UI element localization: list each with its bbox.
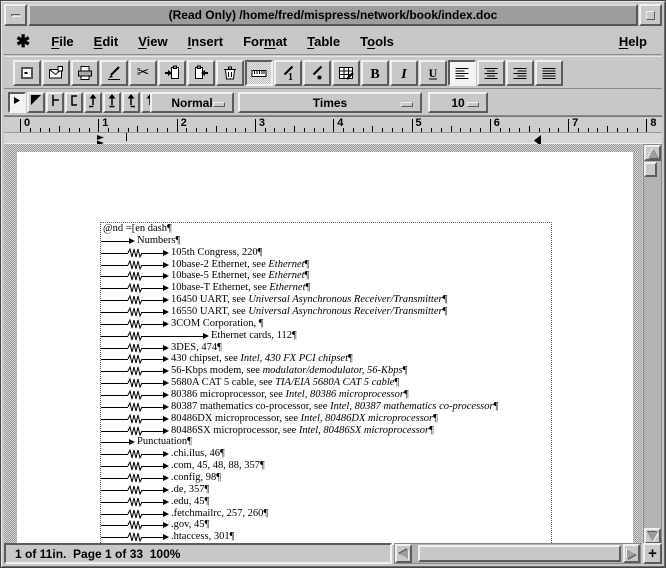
index-entry-row (101, 306, 551, 318)
save-button[interactable] (13, 60, 41, 86)
tab-arrow-icon (163, 475, 169, 481)
vertical-scroll-track[interactable] (644, 161, 661, 528)
tab-leader-line (142, 348, 163, 349)
index-entry-row (101, 448, 551, 460)
tab-leader-line (101, 454, 128, 455)
bold-icon (367, 65, 383, 81)
ruler-number: 6 (493, 117, 500, 129)
tab-leader-line (142, 514, 163, 515)
tab-leader-line (101, 253, 128, 254)
pilcrow-mark: ¶ (175, 234, 181, 246)
ruler[interactable] (4, 116, 662, 144)
tab-leader-line (142, 336, 203, 337)
tab-arrow-icon (163, 250, 169, 256)
svg-text:I: I (401, 66, 407, 82)
pilcrow-mark: ¶ (167, 223, 172, 234)
index-entry-row (101, 413, 551, 425)
tab-leader-line (101, 502, 128, 503)
tab-leader-line (101, 490, 128, 491)
right-arrow-icon (627, 549, 636, 559)
pilcrow-mark: ¶ (204, 519, 210, 531)
pilcrow-mark: ¶ (348, 353, 353, 365)
pilcrow-mark: ¶ (429, 424, 434, 436)
tab-arrow-icon (163, 273, 169, 279)
paste-icon (193, 65, 209, 81)
up-arrow-icon (648, 149, 658, 158)
index-entry-row (101, 353, 551, 365)
align-left-icon (454, 65, 470, 81)
dropdown-handle-icon (213, 102, 225, 107)
tab-center-button[interactable] (103, 92, 121, 113)
ruler-number: 0 (24, 117, 31, 129)
status-text: 1 of 11in. Page 1 of 33 100% (4, 543, 392, 564)
align-center-button[interactable] (477, 60, 505, 86)
cut-button[interactable] (129, 60, 157, 86)
ruler-tick (255, 119, 256, 132)
table-icon (338, 65, 354, 81)
svg-text:1: 1 (288, 71, 293, 83)
index-entry-row (101, 365, 551, 377)
ruler-number: 2 (180, 117, 187, 129)
indent-tab-buttons (8, 92, 160, 113)
pilcrow-mark: ¶ (204, 495, 210, 507)
horizontal-scroll-track[interactable] (412, 544, 623, 563)
ruler-tick (412, 119, 413, 132)
index-entry-text: 10base-T Ethernet, see Ethernet¶ (171, 282, 311, 294)
tab-arrow-icon (163, 404, 169, 410)
tab-leader-line (101, 383, 128, 384)
tab-arrow-icon (163, 534, 169, 540)
bullet-icon (309, 65, 325, 81)
ruler-number: 8 (650, 117, 657, 129)
tab-arrow-icon (203, 333, 209, 339)
tab-leader-line (142, 537, 163, 538)
index-entry-text: .config, 98¶ (171, 472, 221, 484)
spellcheck-icon (106, 65, 122, 81)
index-entry-row (101, 460, 551, 472)
tab-arrow-icon (129, 439, 135, 445)
tab-stop-marker[interactable] (126, 133, 127, 141)
tab-arrow-icon (163, 428, 169, 434)
align-left-button[interactable] (448, 60, 476, 86)
index-entry-row (101, 259, 551, 271)
left-indent-button[interactable] (27, 92, 45, 113)
scroll-up-button[interactable] (644, 145, 661, 161)
vertical-scrollbar[interactable] (643, 144, 662, 545)
index-entry-text: 3DES, 474¶ (171, 341, 222, 353)
index-entry-row (101, 270, 551, 282)
index-entry-text: 56-Kbps modem, see modulator/demodulator, 56-Kbps¶ (171, 365, 408, 377)
tab-leader-line (142, 265, 163, 266)
justify-icon (541, 65, 557, 81)
tab-leader-line (142, 407, 163, 408)
align-right-button[interactable] (506, 60, 534, 86)
index-entry-text: 10base-5 Ethernet, see Ethernet¶ (171, 270, 310, 282)
dropdown-handle-icon (467, 102, 479, 107)
ruler-marker-row (4, 132, 662, 143)
tab-leader-line (142, 478, 163, 479)
ruler-number: 4 (337, 117, 344, 129)
tab-leader-line (101, 348, 128, 349)
index-header-text: @nd =[en dash¶ (103, 223, 172, 234)
spellcheck-button[interactable] (100, 60, 128, 86)
index-entry-row (101, 401, 551, 413)
menu-item-tools[interactable]: Tools (360, 34, 394, 49)
index-entry-text: .com, 45, 48, 88, 357¶ (171, 460, 265, 472)
paragraph-style-dropdown[interactable] (150, 92, 234, 113)
tab-arrow-icon (163, 522, 169, 528)
tab-leader-line (142, 300, 163, 301)
index-entry-row (101, 508, 551, 520)
first-line-indent-button[interactable] (8, 92, 26, 113)
index-entry-text: .fetchmailrc, 257, 260¶ (171, 507, 269, 519)
tab-marker-icon (49, 93, 61, 113)
tab-arrow-icon (129, 238, 135, 244)
pilcrow-mark: ¶ (216, 472, 221, 484)
tab-arrow-icon (163, 416, 169, 422)
paragraph-style-value: Normal (171, 95, 213, 110)
maximize-button[interactable] (639, 4, 662, 26)
ruler-tick (568, 119, 569, 132)
tab-leader-line (101, 300, 128, 301)
paste-button[interactable] (187, 60, 215, 86)
format-toolbar (4, 90, 662, 116)
tab-arrow-icon (163, 368, 169, 374)
svg-text:U: U (428, 65, 438, 80)
tab-leader-line (142, 276, 163, 277)
pilcrow-mark: ¶ (258, 317, 264, 329)
index-entry-row (101, 519, 551, 531)
pilcrow-mark: ¶ (305, 282, 311, 294)
pilcrow-mark: ¶ (259, 460, 265, 472)
ruler-tick (98, 119, 99, 132)
tab-leader-line (142, 324, 163, 325)
index-entry-text: Numbers¶ (137, 234, 181, 246)
ruler-number: 5 (415, 117, 422, 129)
underline-button[interactable] (419, 60, 447, 86)
tab-leader-line (142, 525, 163, 526)
index-entry-text: 80486SX microprocessor, see Intel, 80486SX microprocessor¶ (171, 424, 434, 436)
copy-icon (164, 65, 180, 81)
pilcrow-mark: ¶ (229, 531, 235, 543)
ruler-number: 1 (102, 117, 109, 129)
tab-arrow-icon (163, 345, 169, 351)
left-indent-icon (30, 93, 42, 113)
tab-center-icon (106, 93, 118, 113)
window-title: (Read Only) /home/fred/mispress/network/book/index.doc (28, 4, 638, 26)
tab-leader-line (142, 431, 163, 432)
vertical-scroll-thumb[interactable] (644, 162, 657, 177)
page-edge (4, 144, 642, 152)
horizontal-scrollbar[interactable] (394, 543, 641, 564)
tab-leader-line (101, 359, 128, 360)
tab-leader-line (142, 359, 163, 360)
ruler-number: 3 (258, 117, 266, 129)
index-entry-text: .htaccess, 301¶ (171, 531, 235, 543)
index-entry-text: .chi.ilus, 46¶ (171, 448, 225, 460)
index-entry-row (101, 472, 551, 484)
tab-leader-line (142, 395, 163, 396)
scroll-down-button[interactable] (644, 528, 661, 544)
pilcrow-mark: ¶ (394, 377, 400, 389)
menu-item-view[interactable]: View (138, 34, 168, 49)
down-arrow-icon (648, 532, 658, 541)
tab-arrow-icon (163, 451, 169, 457)
tab-arrow-icon (163, 297, 169, 303)
index-entry-row (101, 342, 551, 354)
document-area (4, 144, 662, 545)
svg-text:B: B (370, 66, 380, 82)
window-menu-button[interactable] (4, 4, 27, 26)
index-entry-row (101, 425, 551, 437)
pilcrow-mark: ¶ (257, 246, 263, 258)
tab-left-icon (87, 93, 99, 113)
tab-leader-line (142, 253, 163, 254)
tab-leader-line (101, 407, 128, 408)
column-marker-button[interactable] (65, 92, 83, 113)
print-button[interactable] (71, 60, 99, 86)
tab-leader-line (101, 419, 128, 420)
tab-right-icon (125, 93, 137, 113)
first-line-indent-icon (11, 93, 23, 113)
menu-item-table[interactable]: Table (307, 34, 341, 49)
index-entry-row (101, 235, 551, 247)
pilcrow-mark: ¶ (204, 483, 210, 495)
ruler-tick (20, 119, 21, 132)
index-entry-text: 3COM Corporation, ¶ (171, 317, 264, 329)
status-bar (4, 543, 662, 564)
ruler-tick (177, 119, 178, 132)
pilcrow-mark: ¶ (291, 329, 297, 341)
menu-bar (4, 28, 662, 55)
tab-leader-line (142, 371, 163, 372)
menu-item-help[interactable]: Help (618, 34, 647, 49)
font-value: Times (312, 95, 348, 110)
tab-leader-line (101, 265, 128, 266)
app-logo-icon: ✱ (16, 32, 31, 51)
bullet-button[interactable] (303, 60, 331, 86)
maximize-icon (646, 11, 655, 20)
tab-leader-line (142, 312, 163, 313)
index-entry-row (101, 247, 551, 259)
pilcrow-mark: ¶ (402, 365, 408, 377)
scroll-right-button[interactable] (623, 544, 640, 563)
pilcrow-mark: ¶ (187, 436, 192, 448)
dropdown-handle-icon (401, 102, 413, 107)
index-entry-text: 430 chipset, see Intel, 430 FX PCI chipset¶ (171, 353, 353, 365)
tab-arrow-icon (163, 392, 169, 398)
index-header-row (101, 223, 551, 235)
tab-arrow-icon (163, 499, 169, 505)
pilcrow-mark: ¶ (220, 448, 225, 460)
page-edge (633, 152, 642, 545)
footnote-icon (280, 65, 296, 81)
tab-leader-line (101, 478, 128, 479)
ruler-tick (490, 119, 491, 132)
ruler-scale (4, 117, 662, 132)
tab-arrow-icon (163, 356, 169, 362)
ruler-number: 7 (572, 117, 579, 129)
ruler-toggle-icon (251, 65, 267, 81)
bold-button[interactable] (361, 60, 389, 86)
index-text-block (100, 222, 552, 547)
tab-leader-line (142, 490, 163, 491)
tab-arrow-icon (163, 463, 169, 469)
tab-arrow-icon (163, 487, 169, 493)
cut-icon (137, 64, 150, 82)
title-bar (4, 4, 662, 26)
index-entry-text: .de, 357¶ (171, 483, 210, 495)
index-entry-text: 16550 UART, see Universal Asynchronous Receiver/Transmitter¶ (171, 306, 448, 318)
index-entry-text: Ethernet cards, 112¶ (211, 329, 297, 341)
index-entry-text: 5680A CAT 5 cable, see TIA/EIA 5680A CAT 5 cable¶ (171, 377, 400, 389)
left-arrow-icon (399, 549, 408, 559)
pilcrow-mark: ¶ (442, 306, 448, 318)
tab-leader-line (101, 525, 128, 526)
copy-button[interactable] (158, 60, 186, 86)
column-marker-icon (68, 93, 80, 113)
menu-item-edit[interactable]: Edit (93, 34, 119, 49)
tab-leader-line (101, 288, 128, 289)
tab-leader-line (142, 466, 163, 467)
index-entry-text: Punctuation¶ (137, 436, 192, 448)
index-entry-row (101, 318, 551, 330)
tab-leader-line (142, 383, 163, 384)
tab-left-button[interactable] (84, 92, 102, 113)
tab-leader-line (142, 502, 163, 503)
tab-leader-line (101, 442, 129, 443)
tab-leader-line (101, 324, 128, 325)
pilcrow-mark: ¶ (304, 258, 310, 270)
index-entry-text: 10base-2 Ethernet, see Ethernet¶ (171, 258, 310, 270)
tab-marker-button[interactable] (46, 92, 64, 113)
font-size-value: 10 (451, 95, 465, 110)
font-size-dropdown[interactable] (428, 92, 488, 113)
index-entry-text: 105th Congress, 220¶ (171, 246, 263, 258)
index-entry-text: 80486DX microprocessor, see Intel, 80486DX microprocessor¶ (171, 412, 438, 424)
horizontal-scroll-thumb[interactable] (418, 545, 621, 562)
tab-leader-line (101, 537, 128, 538)
pilcrow-mark: ¶ (304, 270, 310, 282)
save-icon (19, 65, 35, 81)
table-button[interactable] (332, 60, 360, 86)
ruler-tick (646, 119, 647, 132)
index-entry-row (101, 294, 551, 306)
open-button[interactable] (42, 60, 70, 86)
pilcrow-mark: ¶ (217, 341, 222, 353)
tab-leader-line (101, 431, 128, 432)
index-entry-text: 80386 microprocessor, see Intel, 80386 microprocessor¶ (171, 389, 409, 401)
menu-items (44, 32, 407, 51)
pilcrow-mark: ¶ (442, 294, 448, 306)
pilcrow-mark: ¶ (493, 400, 499, 412)
ruler-toggle-button[interactable] (245, 60, 273, 86)
tab-arrow-icon (163, 321, 169, 327)
align-center-icon (483, 65, 499, 81)
index-entry-row (101, 389, 551, 401)
index-entry-text: 80387 mathematics co-processor, see Intel, 80387 mathematics co-processor¶ (171, 400, 499, 412)
tab-leader-line (101, 276, 128, 277)
index-entry-row (101, 496, 551, 508)
underline-icon (425, 65, 441, 81)
index-entry-row (101, 531, 551, 543)
tab-leader-line (101, 241, 129, 242)
tab-arrow-icon (163, 309, 169, 315)
italic-icon (396, 65, 412, 81)
pilcrow-mark: ¶ (263, 507, 269, 519)
index-entry-row (101, 330, 551, 342)
open-icon (48, 65, 64, 81)
tab-leader-line (101, 395, 128, 396)
pilcrow-mark: ¶ (433, 412, 438, 424)
document-page[interactable] (17, 152, 633, 545)
index-entry-row (101, 282, 551, 294)
print-icon (77, 65, 93, 81)
tab-leader-line (101, 466, 128, 467)
tab-arrow-icon (163, 380, 169, 386)
scroll-left-button[interactable] (395, 544, 412, 563)
tab-arrow-icon (163, 511, 169, 517)
zoom-plus-button[interactable]: + (643, 543, 662, 564)
tab-arrow-icon (163, 262, 169, 268)
index-entry-row (101, 484, 551, 496)
tab-arrow-icon (163, 285, 169, 291)
delete-icon (222, 65, 238, 81)
italic-button[interactable] (390, 60, 418, 86)
tab-leader-line (142, 288, 163, 289)
index-entry-row (101, 377, 551, 389)
tab-right-button[interactable] (122, 92, 140, 113)
menu-item-format[interactable]: Format (243, 34, 288, 49)
pilcrow-mark: ¶ (403, 389, 409, 401)
page-edge (4, 152, 17, 545)
index-entry-text: 16450 UART, see Universal Asynchronous Receiver/Transmitter¶ (171, 294, 448, 306)
tab-leader-line (101, 312, 128, 313)
menu-item-insert[interactable]: Insert (187, 34, 224, 49)
tab-leader-line (142, 419, 163, 420)
delete-button[interactable] (216, 60, 244, 86)
footnote-button[interactable] (274, 60, 302, 86)
index-entry-text: .edu, 45¶ (171, 495, 210, 507)
justify-button[interactable] (535, 60, 563, 86)
window-menu-icon (11, 14, 21, 17)
font-dropdown[interactable] (238, 92, 422, 113)
scissors-glyph: ✂ (136, 63, 150, 81)
index-entry-row (101, 436, 551, 448)
ruler-tick (333, 119, 334, 132)
tab-leader-line (101, 336, 128, 337)
index-entry-text: .gov, 45¶ (171, 519, 210, 531)
tab-leader-line (101, 371, 128, 372)
tab-leader-line (101, 514, 128, 515)
main-toolbar (4, 56, 662, 89)
align-right-icon (512, 65, 528, 81)
menu-item-file[interactable]: File (51, 34, 74, 49)
tab-leader-line (142, 454, 163, 455)
